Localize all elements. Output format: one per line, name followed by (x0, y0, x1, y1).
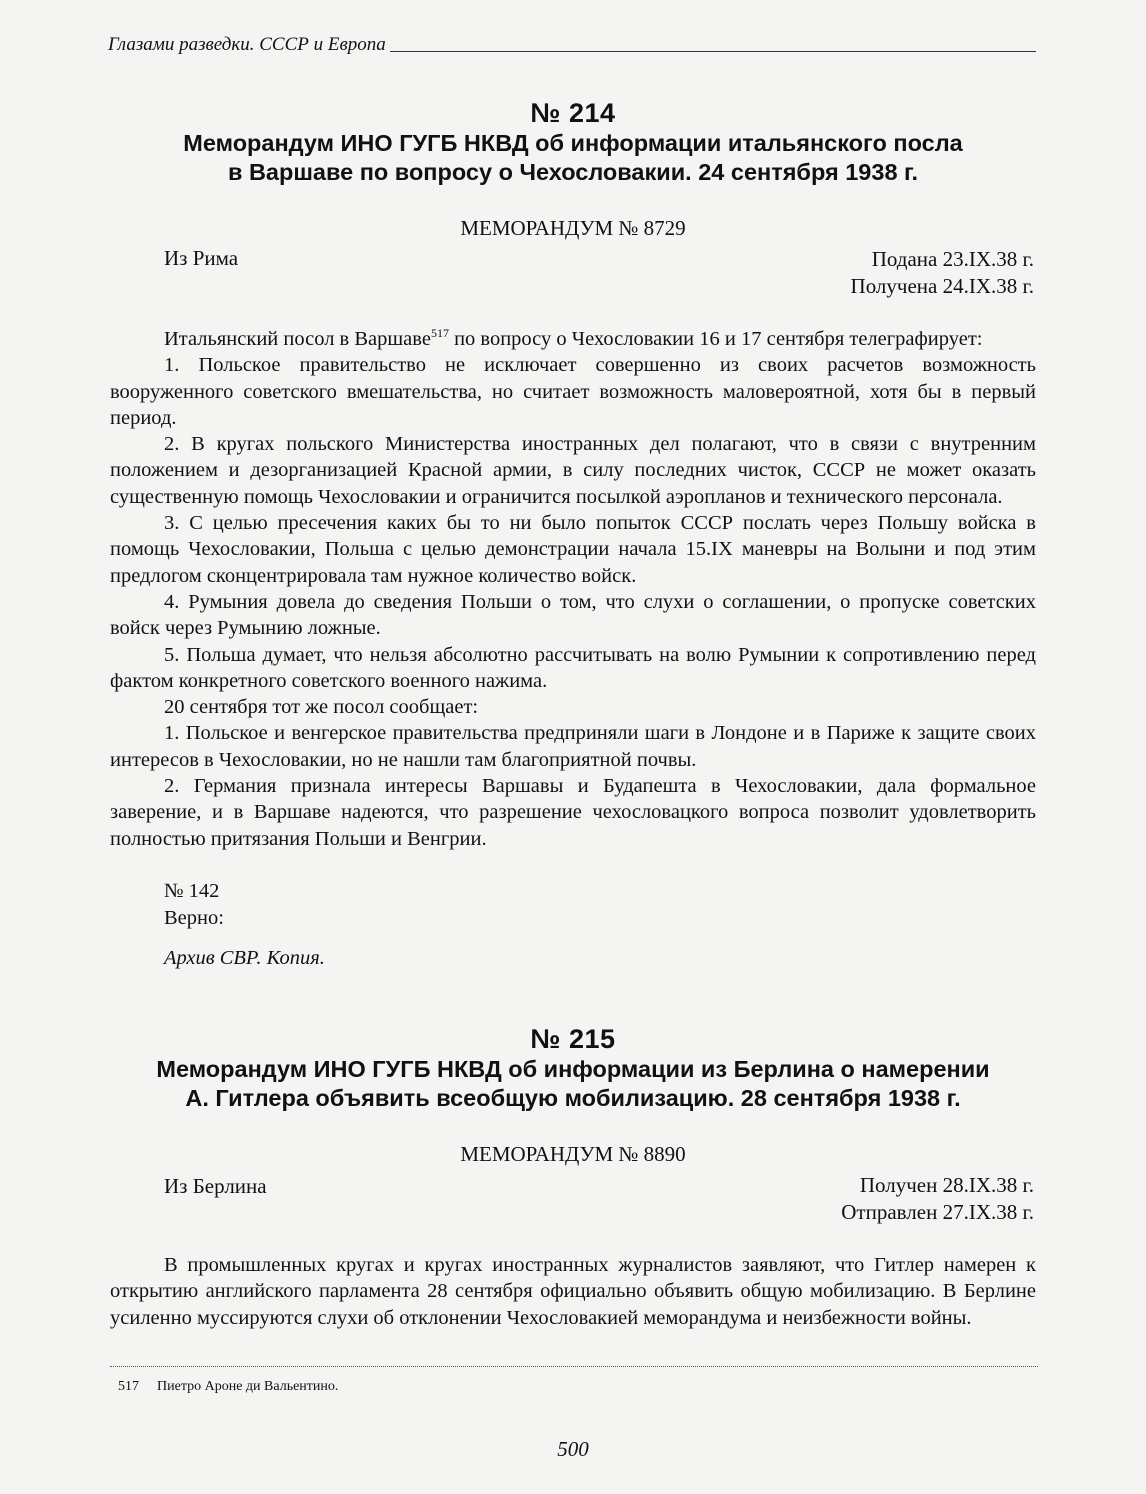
doc-214-point: 1. Польское и венгерское правительства предприняли шаги в Лондоне и в Париже к защите своих интересов в Чехословакии, но не нашли там благоприятной почвы. (110, 722, 1036, 771)
doc-215-paragraph: В промышленных кругах и кругах иностранных журналистов заявляют, что Гитлер намерен к открытию английского парламента 28 сентября официально объявить общую мобилизацию. В Берлине усиленно муссируются слухи об отклонении Чехословакией меморандума и неизбежности войны. (110, 1254, 1036, 1329)
doc-214-body (110, 326, 1036, 852)
doc-214-point: 5. Польша думает, что нельзя абсолютно рассчитывать на волю Румынии к сопротивлению перед фактом конкретного советского военного нажима. (110, 643, 1036, 692)
doc-214-closing (164, 878, 325, 972)
running-head (108, 30, 1036, 56)
doc-214-submitted: Подана 23.IX.38 г. (871, 247, 1034, 271)
doc-215-received: Получен 28.IX.38 г. (859, 1173, 1034, 1197)
footnote (118, 1379, 338, 1395)
doc-214-title-line2: в Варшаве по вопросу о Чехословакии. 24 сентября 1938 г. (227, 159, 919, 185)
doc-214-sign-verified: Верно: (164, 906, 224, 929)
doc-215-dates (841, 1172, 1034, 1226)
footnote-text: Пиетро Ароне ди Вальентино. (157, 1379, 339, 1394)
doc-214-point: 1. Польское правительство не исключает совершенно из своих расчетов возможность вооруженного советского вмешательства, но считает возможность маловероятной, хотя бы в первый период. (110, 354, 1036, 429)
footnote-ref-517: 517 (430, 326, 449, 341)
doc-214-memo-heading: МЕМОРАНДУМ № 8729 (460, 216, 686, 240)
doc-214-title (110, 129, 1036, 187)
running-head-title: Глазами разведки. СССР и Европа (108, 34, 386, 55)
doc-214-dates (851, 246, 1034, 300)
doc-214-second-intro: 20 сентября тот же посол сообщает: (164, 696, 479, 719)
doc-215-body (110, 1252, 1036, 1331)
doc-214-sign-number: № 142 (164, 880, 220, 902)
doc-214-point: 2. Германия признала интересы Варшавы и Будапешта в Чехословакии, дала формальное заверение, и в Варшаве надеются, что разрешение чехословацкого вопроса позволит удовлетворить полностью притязания Польши и Венгрии. (110, 775, 1036, 850)
doc-215-title (110, 1055, 1036, 1113)
doc-214-archive: Архив СВР. Копия. (164, 947, 325, 969)
doc-214-from: Из Рима (164, 246, 239, 270)
doc-215-memo-heading: МЕМОРАНДУМ № 8890 (460, 1142, 686, 1166)
running-head-rule (390, 51, 1036, 52)
doc-215-number: № 215 (530, 1024, 616, 1054)
doc-215-from: Из Берлина (164, 1174, 267, 1198)
doc-214-received: Получена 24.IX.38 г. (850, 274, 1034, 298)
doc-214-number: № 214 (530, 98, 616, 128)
page-number: 500 (557, 1437, 589, 1461)
footnote-number: 517 (118, 1379, 139, 1394)
doc-214-point: 4. Румыния довела до сведения Польши о том, что слухи о соглашении, о пропуске советских войск через Румынию ложные. (110, 590, 1036, 640)
doc-215-title-line2: А. Гитлера объявить всеобщую мобилизацию. 28 сентября 1938 г. (185, 1085, 961, 1111)
footnote-rule (110, 1366, 1038, 1367)
doc-214-point: 3. С целью пресечения каких бы то ни было попыток СССР послать через Польшу войска в помощь Чехословакии, Польша с целью демонстрации начала 15.IX маневры на Волыни и под этим предлогом сконцентрировала там нужное количество войск. (110, 512, 1036, 587)
doc-214-point: 2. В кругах польского Министерства иностранных дел полагают, что в связи с внутренним положением и дезорганизацией Красной армии, в силу последних чисток, СССР не может оказать существенную помощь Чехословакии и ограничится посылкой аэропланов и технического персонала. (110, 433, 1036, 508)
doc-214-intro: Итальянский посол в Варшаве$^{517}$ по вопросу о Чехословакии 16 и 17 сентября телеграфирует: (164, 326, 983, 350)
doc-215-sent: Отправлен 27.IX.38 г. (841, 1200, 1034, 1224)
doc-215-title-line1: Меморандум ИНО ГУГБ НКВД об информации из Берлина о намерении (156, 1056, 990, 1082)
doc-214-title-line1: Меморандум ИНО ГУГБ НКВД об информации итальянского посла (183, 130, 963, 156)
